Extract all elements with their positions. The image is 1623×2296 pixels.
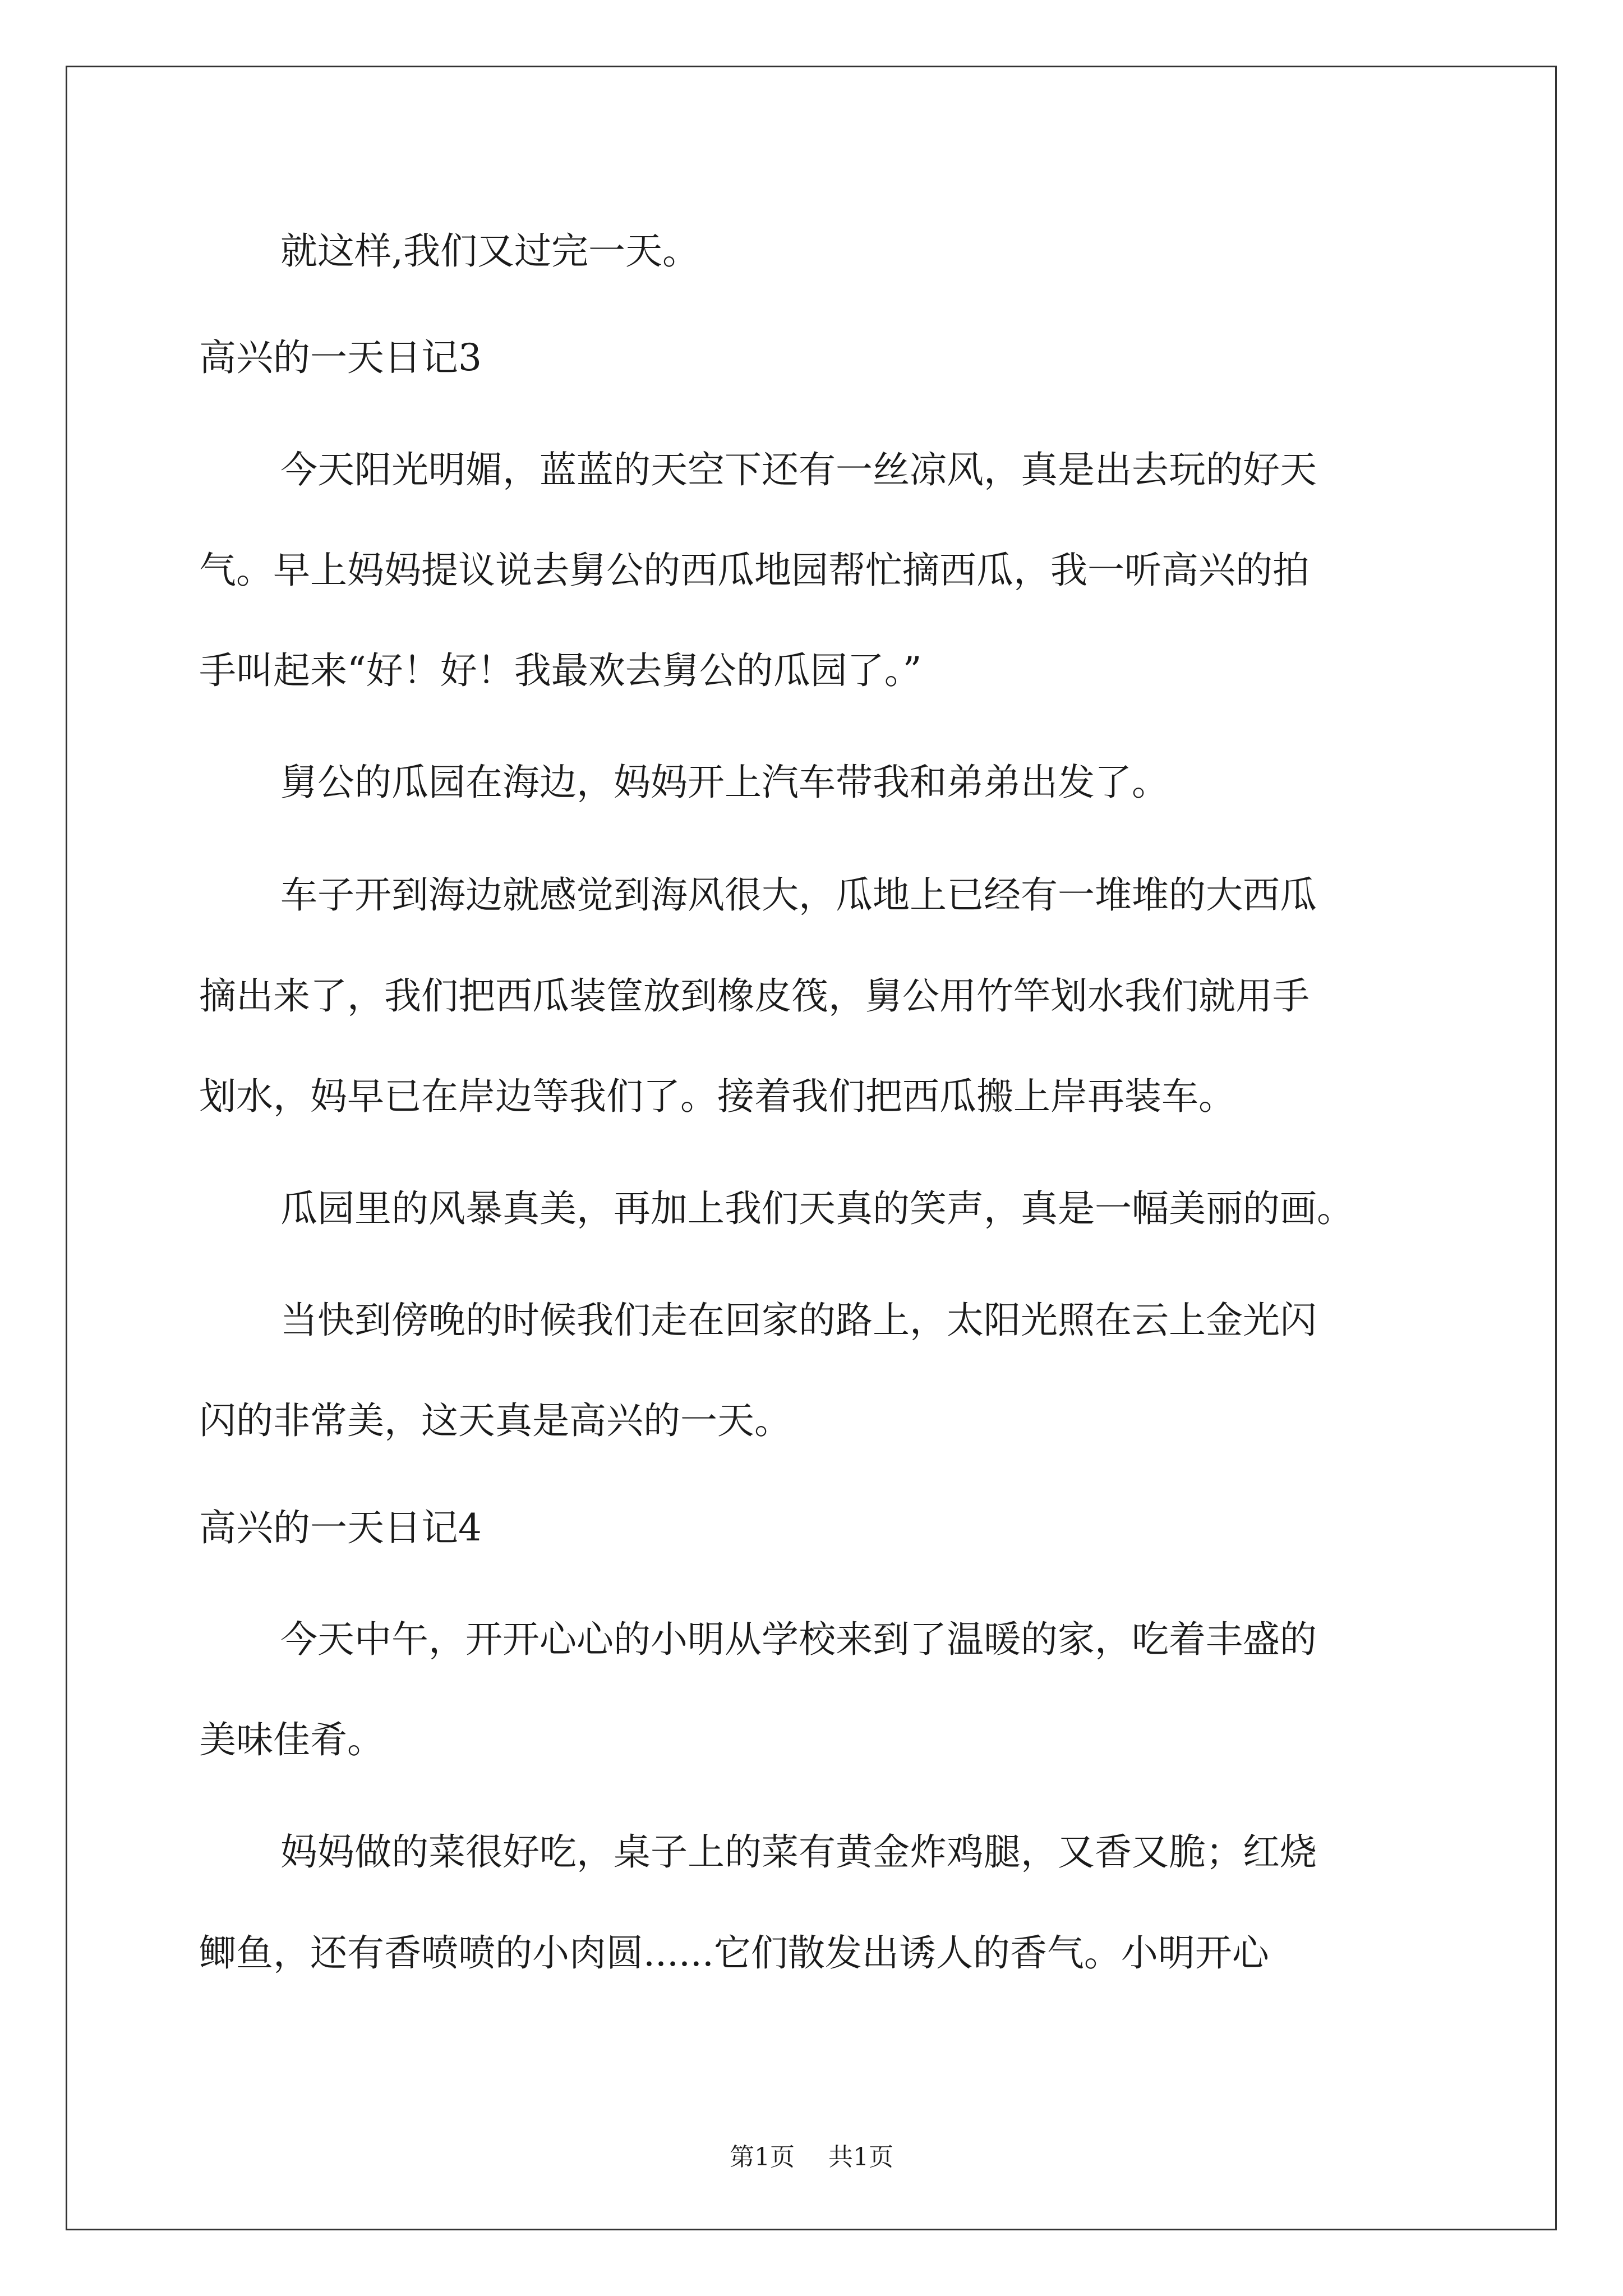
- paragraph-line: 气。早上妈妈提议说去舅公的西瓜地园帮忙摘西瓜，我一听高兴的拍: [199, 549, 1310, 592]
- paragraph-line: 美味佳肴。: [199, 1718, 384, 1761]
- page-total: 共1页: [828, 2143, 893, 2171]
- paragraph-line: 今天阳光明媚，蓝蓝的天空下还有一丝凉风，真是出去玩的好天: [280, 448, 1317, 491]
- paragraph-line: 划水，妈早已在岸边等我们了。接着我们把西瓜搬上岸再装车。: [199, 1075, 1235, 1118]
- paragraph-line: 就这样,我们又过完一天。: [280, 229, 699, 273]
- paragraph-line: 摘出来了，我们把西瓜装筐放到橡皮筏，舅公用竹竿划水我们就用手: [199, 974, 1310, 1018]
- paragraph-line: 手叫起来“好！好！我最欢去舅公的瓜园了。”: [199, 649, 922, 692]
- paragraph-line: 鲫鱼，还有香喷喷的小肉圆......它们散发出诱人的香气。小明开心: [199, 1931, 1269, 1975]
- page-footer: [0, 2142, 1623, 2173]
- paragraph-line: 今天中午，开开心心的小明从学校来到了温暖的家，吃着丰盛的: [280, 1618, 1317, 1661]
- paragraph-line: 当快到傍晚的时候我们走在回家的路上，太阳光照在云上金光闪: [280, 1299, 1317, 1342]
- paragraph-line: 瓜园里的风暴真美，再加上我们天真的笑声，真是一幅美丽的画。: [280, 1187, 1354, 1230]
- diary-heading: 高兴的一天日记4: [199, 1506, 482, 1549]
- paragraph-line: 闪的非常美，这天真是高兴的一天。: [199, 1399, 791, 1442]
- paragraph-line: 妈妈做的菜很好吃，桌子上的菜有黄金炸鸡腿，又香又脆；红烧: [280, 1830, 1317, 1874]
- paragraph-line: 车子开到海边就感觉到海风很大，瓜地上已经有一堆堆的大西瓜: [280, 873, 1317, 917]
- paragraph-line: 舅公的瓜园在海边，妈妈开上汽车带我和弟弟出发了。: [280, 761, 1169, 804]
- diary-heading: 高兴的一天日记3: [199, 336, 482, 379]
- page-number: 第1页: [730, 2143, 795, 2171]
- page-border: [66, 66, 1557, 2230]
